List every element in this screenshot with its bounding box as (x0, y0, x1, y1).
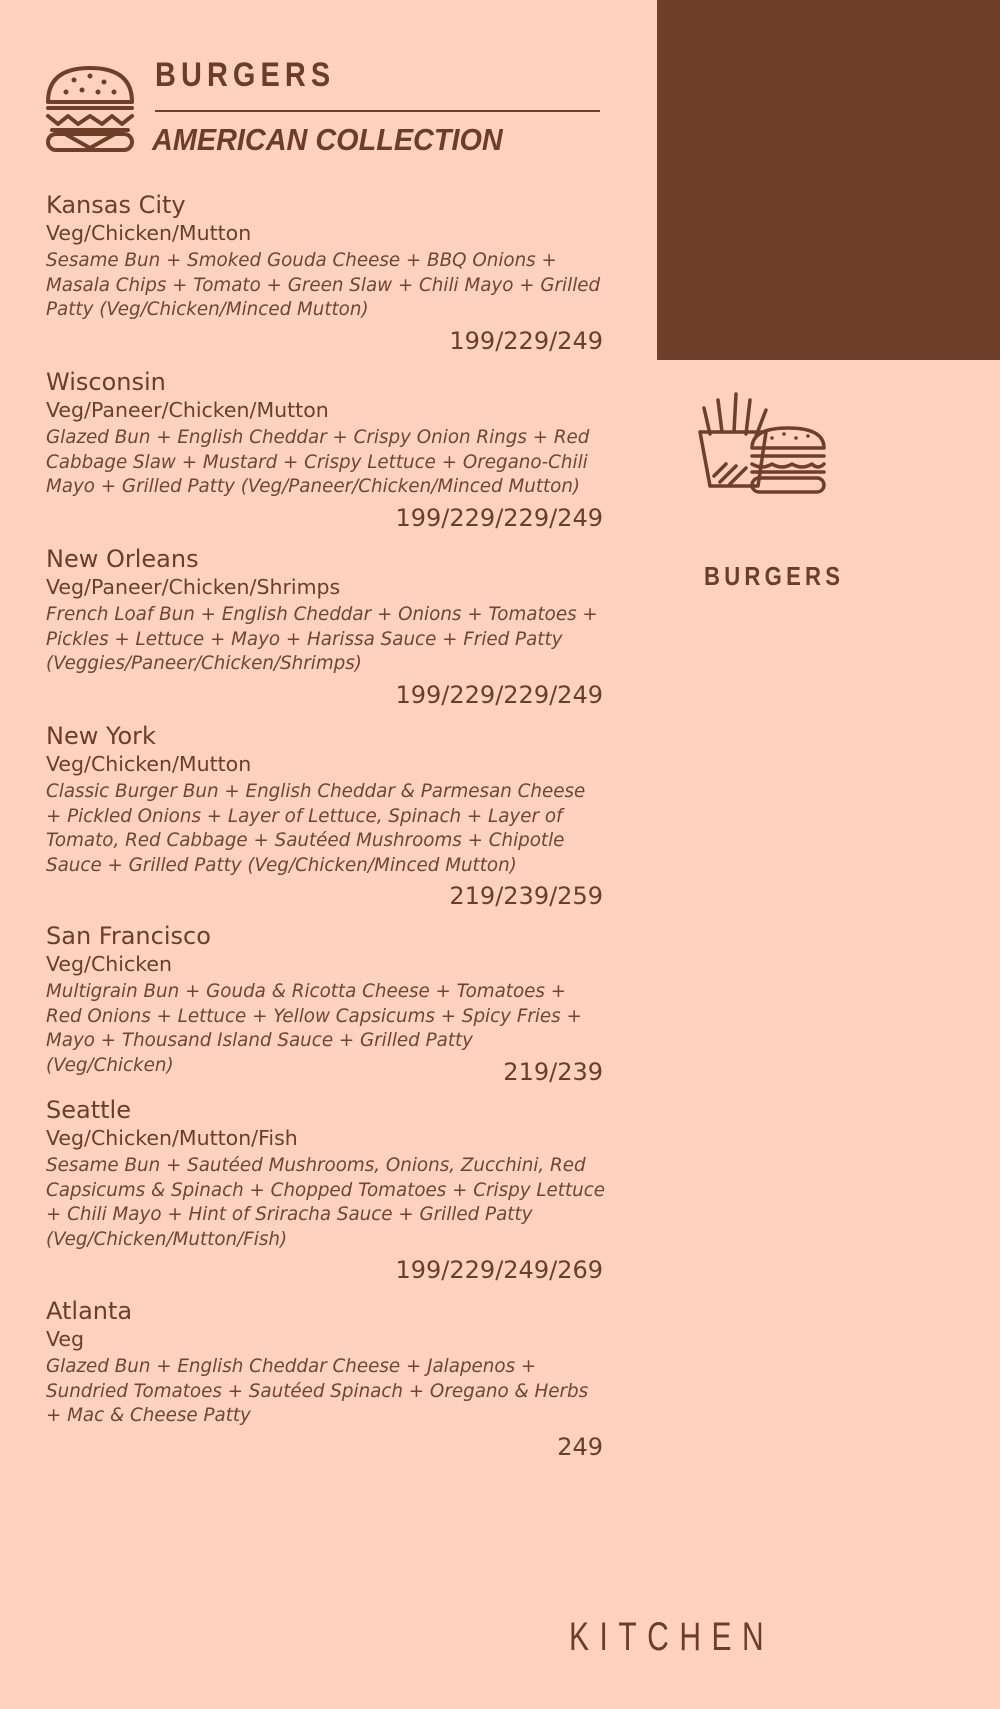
item-price: 219/239 (503, 1058, 603, 1086)
item-variants: Veg/Chicken/Mutton (46, 221, 252, 245)
item-name: New York (46, 722, 156, 750)
item-name: Wisconsin (46, 368, 166, 396)
menu-item (46, 921, 606, 1086)
item-price: 199/229/249 (449, 327, 603, 355)
item-description: Multigrain Bun + Gouda & Ricotta Cheese + Tomatoes + Red Onions + Lettuce + Yellow Capsicums + Spicy Fries + Mayo + Thousand Island Sauce + Grilled Patty (Veg/Chicken) (46, 981, 582, 1076)
item-description: French Loaf Bun + English Cheddar + Onions + Tomatoes + Pickles + Lettuce + Mayo + Harissa Sauce + Fried Patty (Veggies/Paneer/Chicken/Shrimps) (46, 604, 598, 674)
item-description: Sesame Bun + Sautéed Mushrooms, Onions, Zucchini, Red Capsicums & Spinach + Chopped Tomatoes + Crispy Lettuce + Chili Mayo + Hint of Sriracha Sauce + Grilled Patty (Veg/Chicken/Mutton/Fish) (46, 1155, 606, 1250)
item-price: 219/239/259 (449, 882, 603, 910)
item-price: 199/229/229/249 (395, 681, 603, 709)
menu-item (46, 367, 606, 532)
item-description: Classic Burger Bun + English Cheddar & Parmesan Cheese + Pickled Onions + Layer of Lettuce, Spinach + Layer of Tomato, Red Cabbage + Sautéed Mushrooms + Chipotle Sauce + Grilled Patty (Veg/Chicken/Minced Mutton) (46, 781, 586, 876)
menu-subtitle: AMERICAN COLLECTION (152, 122, 503, 157)
menu-item (46, 721, 606, 910)
item-variants: Veg/Paneer/Chicken/Shrimps (46, 575, 341, 599)
item-name: Seattle (46, 1096, 131, 1124)
side-category-label: BURGERS (704, 561, 845, 591)
item-name: Kansas City (46, 191, 186, 219)
item-price: 249 (557, 1433, 603, 1461)
item-name: Atlanta (46, 1297, 133, 1325)
item-variants: Veg/Paneer/Chicken/Mutton (46, 398, 329, 422)
menu-item (46, 544, 606, 709)
item-variants: Veg/Chicken/Mutton (46, 752, 252, 776)
item-description: Sesame Bun + Smoked Gouda Cheese + BBQ Onions + Masala Chips + Tomato + Green Slaw + Chili Mayo + Grilled Patty (Veg/Chicken/Minced Mutton) (46, 250, 601, 320)
brown-color-block (657, 0, 1000, 360)
item-description: Glazed Bun + English Cheddar Cheese + Jalapenos + Sundried Tomatoes + Sautéed Spinach + Oregano & Herbs + Mac & Cheese Patty (46, 1356, 589, 1426)
menu-title: BURGERS (155, 56, 336, 94)
item-name: New Orleans (46, 545, 199, 573)
brand-name: KITCHEN (569, 1615, 775, 1659)
item-variants: Veg/Chicken/Mutton/Fish (46, 1126, 298, 1150)
item-name: San Francisco (46, 922, 211, 950)
menu-item (46, 190, 606, 355)
item-price: 199/229/229/249 (395, 504, 603, 532)
item-variants: Veg/Chicken (46, 952, 172, 976)
item-description: Glazed Bun + English Cheddar + Crispy Onion Rings + Red Cabbage Slaw + Mustard + Crispy Lettuce + Oregano-Chili Mayo + Grilled Patty (Veg/Paneer/Chicken/Minced Mutton) (46, 427, 590, 497)
menu-item (46, 1095, 606, 1284)
fries-and-burger-icon (696, 386, 836, 506)
menu-item (46, 1296, 606, 1461)
item-price: 199/229/249/269 (395, 1256, 603, 1284)
item-variants: Veg (46, 1327, 85, 1351)
